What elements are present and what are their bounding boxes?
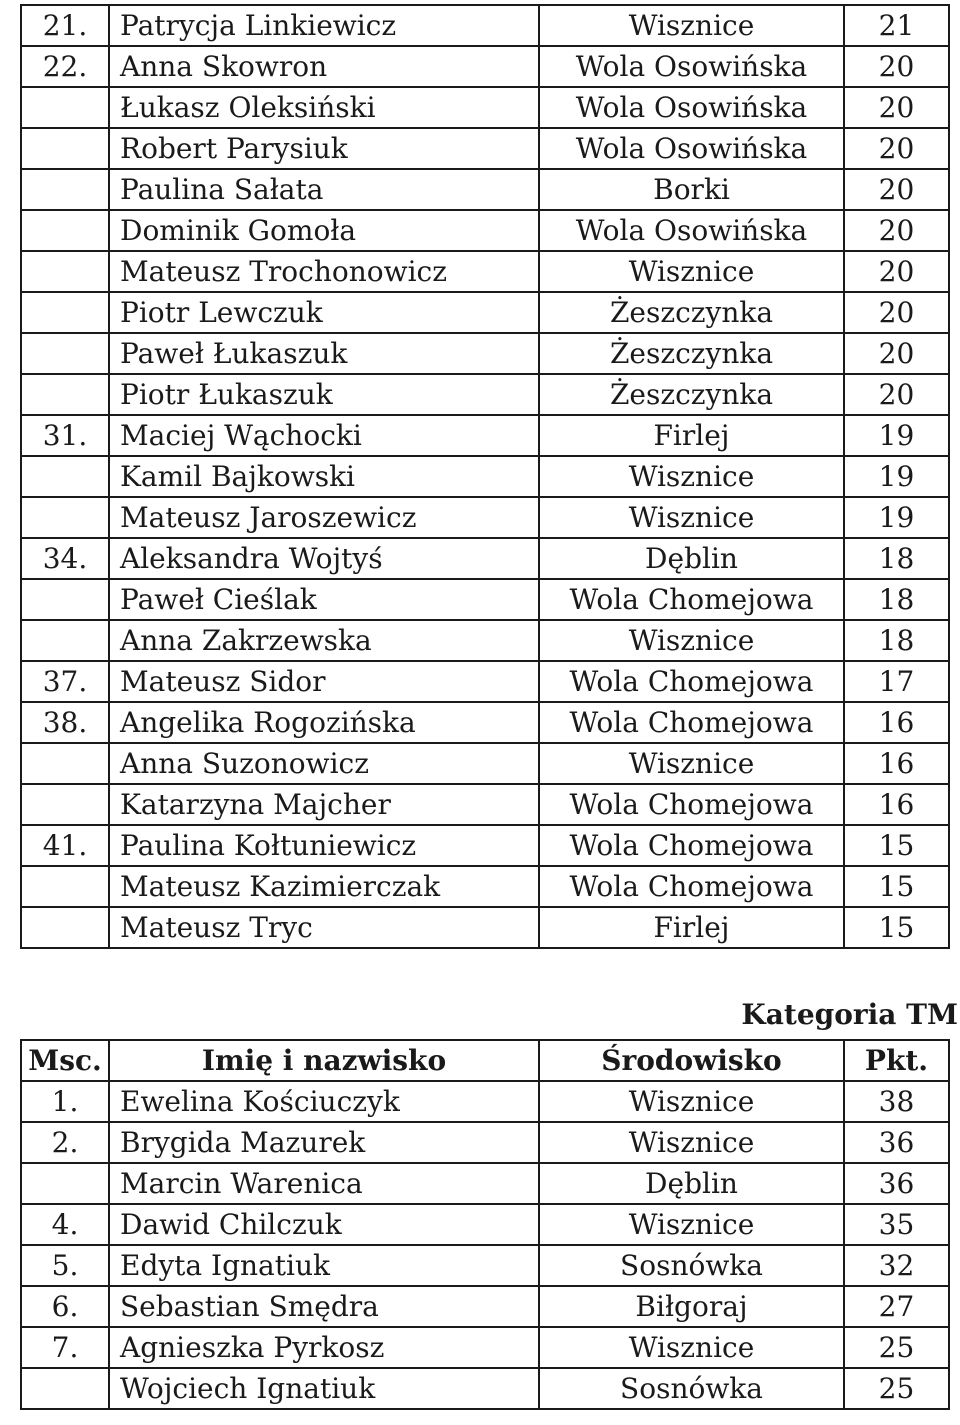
header-points: Pkt. <box>844 1040 949 1081</box>
points-cell: 16 <box>844 784 949 825</box>
points-cell: 17 <box>844 661 949 702</box>
points-cell: 36 <box>844 1163 949 1204</box>
table-row <box>21 210 949 251</box>
rank-cell: 21. <box>21 5 109 46</box>
environment-cell: Wisznice <box>539 456 844 497</box>
points-cell: 18 <box>844 538 949 579</box>
table-row <box>21 907 949 948</box>
name-cell: Edyta Ignatiuk <box>109 1245 539 1286</box>
points-cell: 18 <box>844 579 949 620</box>
header-msc: Msc. <box>21 1040 109 1081</box>
name-cell: Paweł Łukaszuk <box>109 333 539 374</box>
name-cell: Paulina Sałata <box>109 169 539 210</box>
environment-cell: Wola Chomejowa <box>539 661 844 702</box>
table-row <box>21 251 949 292</box>
environment-cell: Wisznice <box>539 743 844 784</box>
environment-cell: Wisznice <box>539 1081 844 1122</box>
environment-cell: Żeszczynka <box>539 374 844 415</box>
name-cell: Anna Skowron <box>109 46 539 87</box>
rank-cell <box>21 456 109 497</box>
table-row <box>21 825 949 866</box>
environment-cell: Wola Chomejowa <box>539 702 844 743</box>
environment-cell: Wisznice <box>539 497 844 538</box>
table-row <box>21 1081 949 1122</box>
table-row <box>21 128 949 169</box>
points-cell: 32 <box>844 1245 949 1286</box>
environment-cell: Dęblin <box>539 538 844 579</box>
table-row <box>21 1286 949 1327</box>
rank-cell <box>21 169 109 210</box>
table-header <box>21 1040 949 1081</box>
results-table-category-tm <box>20 1039 950 1410</box>
points-cell: 15 <box>844 866 949 907</box>
points-cell: 20 <box>844 292 949 333</box>
points-cell: 27 <box>844 1286 949 1327</box>
rank-cell <box>21 866 109 907</box>
points-cell: 15 <box>844 907 949 948</box>
rank-cell <box>21 907 109 948</box>
name-cell: Paweł Cieślak <box>109 579 539 620</box>
environment-cell: Żeszczynka <box>539 292 844 333</box>
rank-cell <box>21 743 109 784</box>
table-row <box>21 579 949 620</box>
environment-cell: Wola Osowińska <box>539 46 844 87</box>
table-row <box>21 1204 949 1245</box>
category-title: Kategoria TM <box>741 998 958 1031</box>
points-cell: 20 <box>844 87 949 128</box>
table-row <box>21 46 949 87</box>
name-cell: Piotr Łukaszuk <box>109 374 539 415</box>
table-row <box>21 456 949 497</box>
name-cell: Angelika Rogozińska <box>109 702 539 743</box>
name-cell: Wojciech Ignatiuk <box>109 1368 539 1409</box>
rank-cell <box>21 333 109 374</box>
rank-cell: 2. <box>21 1122 109 1163</box>
rank-cell <box>21 374 109 415</box>
results-table-body <box>21 5 949 948</box>
environment-cell: Wisznice <box>539 1327 844 1368</box>
environment-cell: Wola Osowińska <box>539 87 844 128</box>
environment-cell: Wola Chomejowa <box>539 579 844 620</box>
rank-cell: 37. <box>21 661 109 702</box>
table-row <box>21 661 949 702</box>
points-cell: 25 <box>844 1368 949 1409</box>
environment-cell: Wola Chomejowa <box>539 825 844 866</box>
rank-cell <box>21 87 109 128</box>
environment-cell: Wola Osowińska <box>539 210 844 251</box>
name-cell: Mateusz Tryc <box>109 907 539 948</box>
points-cell: 20 <box>844 251 949 292</box>
environment-cell: Wisznice <box>539 620 844 661</box>
rank-cell <box>21 251 109 292</box>
environment-cell: Borki <box>539 169 844 210</box>
environment-cell: Wola Osowińska <box>539 128 844 169</box>
points-cell: 19 <box>844 497 949 538</box>
table-row <box>21 292 949 333</box>
results-table-previous-category <box>20 4 950 949</box>
header-environment: Środowisko <box>539 1040 844 1081</box>
name-cell: Łukasz Oleksiński <box>109 87 539 128</box>
table-row <box>21 866 949 907</box>
name-cell: Anna Zakrzewska <box>109 620 539 661</box>
name-cell: Piotr Lewczuk <box>109 292 539 333</box>
table-row <box>21 87 949 128</box>
rank-cell <box>21 620 109 661</box>
name-cell: Mateusz Jaroszewicz <box>109 497 539 538</box>
name-cell: Marcin Warenica <box>109 1163 539 1204</box>
table-row <box>21 169 949 210</box>
points-cell: 25 <box>844 1327 949 1368</box>
points-cell: 20 <box>844 210 949 251</box>
rank-cell: 41. <box>21 825 109 866</box>
rank-cell: 31. <box>21 415 109 456</box>
rank-cell <box>21 128 109 169</box>
rank-cell: 4. <box>21 1204 109 1245</box>
environment-cell: Wisznice <box>539 1204 844 1245</box>
points-cell: 19 <box>844 456 949 497</box>
environment-cell: Sosnówka <box>539 1245 844 1286</box>
name-cell: Maciej Wąchocki <box>109 415 539 456</box>
table-row <box>21 1245 949 1286</box>
name-cell: Mateusz Sidor <box>109 661 539 702</box>
points-cell: 21 <box>844 5 949 46</box>
rank-cell <box>21 784 109 825</box>
points-cell: 20 <box>844 46 949 87</box>
name-cell: Dawid Chilczuk <box>109 1204 539 1245</box>
table-row <box>21 538 949 579</box>
points-cell: 36 <box>844 1122 949 1163</box>
table-row <box>21 1368 949 1409</box>
name-cell: Aleksandra Wojtyś <box>109 538 539 579</box>
points-cell: 15 <box>844 825 949 866</box>
environment-cell: Dęblin <box>539 1163 844 1204</box>
header-row <box>21 1040 949 1081</box>
rank-cell <box>21 497 109 538</box>
table-row <box>21 784 949 825</box>
table-row <box>21 1163 949 1204</box>
rank-cell <box>21 210 109 251</box>
table-row <box>21 415 949 456</box>
points-cell: 20 <box>844 128 949 169</box>
rank-cell: 6. <box>21 1286 109 1327</box>
environment-cell: Wola Chomejowa <box>539 866 844 907</box>
points-cell: 35 <box>844 1204 949 1245</box>
environment-cell: Wisznice <box>539 1122 844 1163</box>
rank-cell <box>21 1163 109 1204</box>
points-cell: 20 <box>844 333 949 374</box>
rank-cell <box>21 1368 109 1409</box>
points-cell: 38 <box>844 1081 949 1122</box>
points-cell: 20 <box>844 374 949 415</box>
rank-cell: 7. <box>21 1327 109 1368</box>
rank-cell <box>21 579 109 620</box>
points-cell: 16 <box>844 702 949 743</box>
name-cell: Kamil Bajkowski <box>109 456 539 497</box>
name-cell: Paulina Kołtuniewicz <box>109 825 539 866</box>
results-table-body <box>21 1081 949 1409</box>
name-cell: Agnieszka Pyrkosz <box>109 1327 539 1368</box>
table-row <box>21 497 949 538</box>
environment-cell: Biłgoraj <box>539 1286 844 1327</box>
environment-cell: Wisznice <box>539 5 844 46</box>
name-cell: Brygida Mazurek <box>109 1122 539 1163</box>
table-row <box>21 702 949 743</box>
table-row <box>21 374 949 415</box>
table-row <box>21 5 949 46</box>
rank-cell: 22. <box>21 46 109 87</box>
rank-cell <box>21 292 109 333</box>
rank-cell: 1. <box>21 1081 109 1122</box>
environment-cell: Wisznice <box>539 251 844 292</box>
name-cell: Anna Suzonowicz <box>109 743 539 784</box>
rank-cell: 38. <box>21 702 109 743</box>
name-cell: Patrycja Linkiewicz <box>109 5 539 46</box>
name-cell: Dominik Gomoła <box>109 210 539 251</box>
rank-cell: 5. <box>21 1245 109 1286</box>
name-cell: Robert Parysiuk <box>109 128 539 169</box>
environment-cell: Sosnówka <box>539 1368 844 1409</box>
environment-cell: Wola Chomejowa <box>539 784 844 825</box>
table-row <box>21 333 949 374</box>
environment-cell: Firlej <box>539 907 844 948</box>
name-cell: Ewelina Kościuczyk <box>109 1081 539 1122</box>
points-cell: 16 <box>844 743 949 784</box>
name-cell: Sebastian Smędra <box>109 1286 539 1327</box>
header-name: Imię i nazwisko <box>109 1040 539 1081</box>
environment-cell: Żeszczynka <box>539 333 844 374</box>
table-row <box>21 1327 949 1368</box>
table-row <box>21 743 949 784</box>
points-cell: 20 <box>844 169 949 210</box>
rank-cell: 34. <box>21 538 109 579</box>
points-cell: 19 <box>844 415 949 456</box>
table-row <box>21 1122 949 1163</box>
name-cell: Katarzyna Majcher <box>109 784 539 825</box>
name-cell: Mateusz Trochonowicz <box>109 251 539 292</box>
name-cell: Mateusz Kazimierczak <box>109 866 539 907</box>
table-row <box>21 620 949 661</box>
points-cell: 18 <box>844 620 949 661</box>
environment-cell: Firlej <box>539 415 844 456</box>
